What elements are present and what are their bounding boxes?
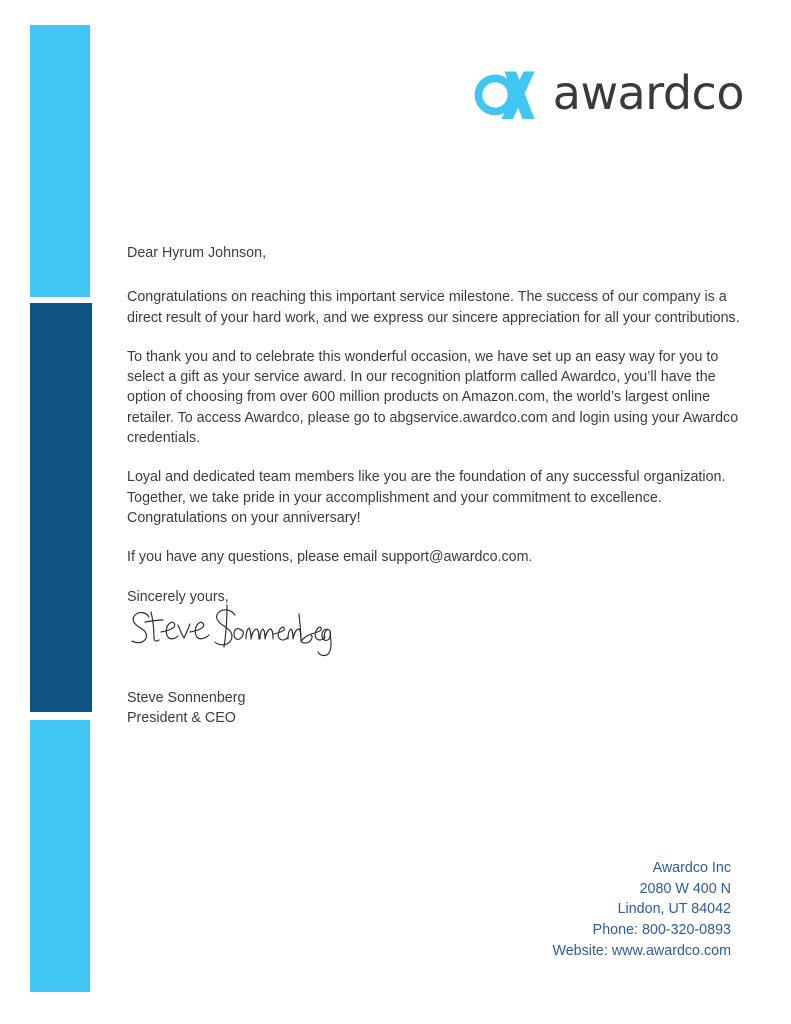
footer-company: Awardco Inc bbox=[652, 860, 731, 876]
letter-paragraph-1: Congratulations on reaching this important service milestone. The success of our company is a direct result of your hard work, and we express our sincere appreciation for all your contributions. bbox=[127, 289, 740, 326]
awardco-wordmark: awardco bbox=[552, 66, 744, 120]
signature-name-block bbox=[127, 688, 332, 729]
footer-website: Website: www.awardco.com bbox=[552, 942, 731, 959]
awardco-alpha-logo-icon bbox=[471, 66, 537, 124]
letter-paragraph-3: Loyal and dedicated team members like you are the foundation of any successful organization. Together, we take pride in your accomplishment and your commitment to excellence. Congratulations on your anniversary! bbox=[127, 469, 726, 526]
signer-name: Steve Sonnenberg bbox=[127, 690, 246, 706]
footer-street: 2080 W 400 N bbox=[639, 880, 731, 897]
letter-paragraph-4: If you have any questions, please email support@awardco.com. bbox=[127, 549, 533, 566]
footer-city-state-zip: Lindon, UT 84042 bbox=[617, 901, 731, 918]
left-accent-band-light-top bbox=[30, 25, 90, 297]
letter-closing: Sincerely yours, bbox=[127, 588, 229, 605]
letter-salutation: Dear Hyrum Johnson, bbox=[127, 245, 267, 261]
letterhead bbox=[471, 66, 744, 124]
left-accent-band-light-bottom bbox=[30, 720, 90, 992]
letter-paragraph-2: To thank you and to celebrate this wonderful occasion, we have set up an easy way for you to select a gift as your service award. In our recognition platform called Awardco, you’ll have the option of choosing from over 600 million products on Amazon.com, the world’s largest online retailer. To access Awardco, please go to abgservice.awardco.com and login using your Awardco credentials. bbox=[127, 348, 739, 447]
footer-address-block bbox=[552, 858, 731, 962]
footer-phone: Phone: 800-320-0893 bbox=[592, 922, 731, 939]
handwritten-signature-icon bbox=[127, 600, 332, 660]
signature-block bbox=[127, 600, 332, 729]
signer-title: President & CEO bbox=[127, 710, 236, 727]
letter-body bbox=[127, 243, 747, 607]
left-accent-band-dark bbox=[30, 303, 92, 712]
